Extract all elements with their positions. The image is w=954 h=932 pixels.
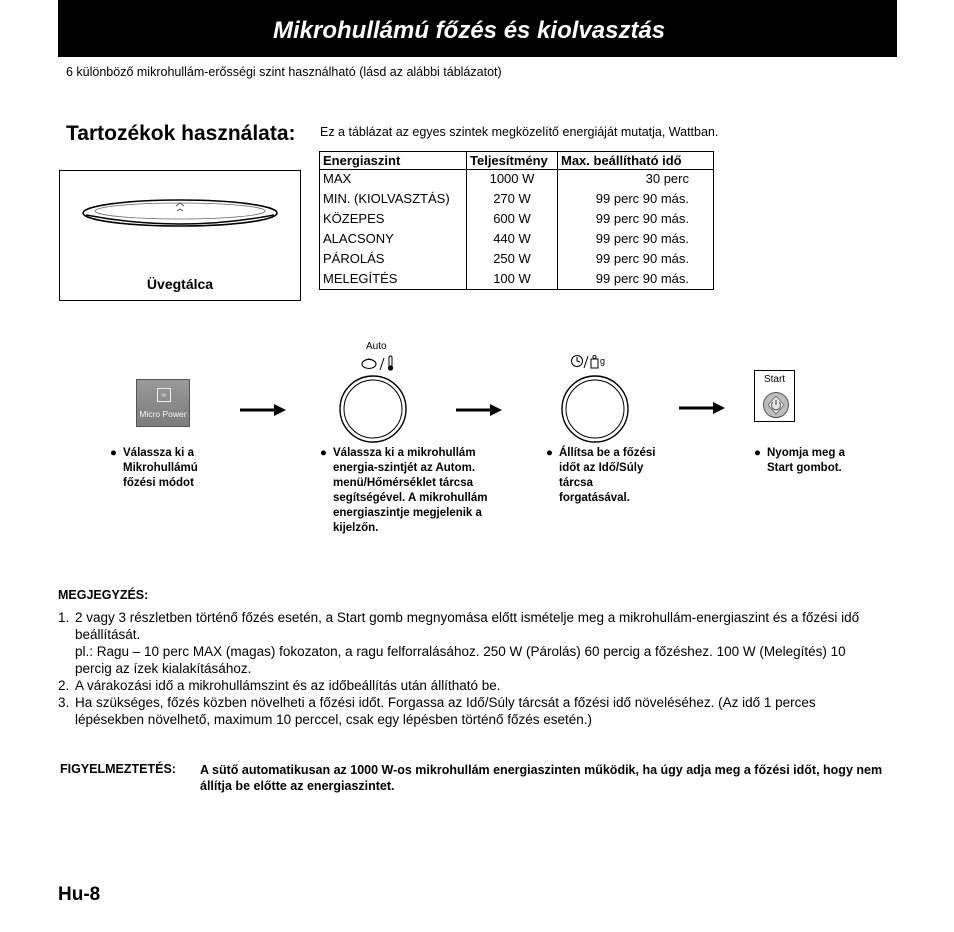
note-text: Ha szükséges, főzés közben növelheti a főzési időt. Forgassa az Idő/Súly tárcsát a főzési idő növeléséhez. (Az idő 1 perces lépésekben növelhető, maximum 10 perccel, csak egy lépésben történő főzés esetén.): [75, 695, 816, 727]
table-header-cell: Teljesítmény: [467, 152, 558, 170]
start-panel: [754, 370, 795, 422]
accessories-heading: Tartozékok használata:: [66, 122, 296, 145]
warning-label: FIGYELMEZTETÉS:: [60, 762, 176, 776]
title-bar: [58, 0, 897, 57]
step-text: Válassza ki a mikrohullám energia-szintjét az Autom. menü/Hőmérséklet tárcsa segítségével. A mikrohullám energiaszintje megjelenik a kijelzőn.: [333, 447, 488, 534]
table-cell: 270 W: [467, 190, 558, 210]
table-cell: MELEGÍTÉS: [320, 270, 467, 290]
table-header-row: [320, 152, 714, 170]
table-cell: 99 perc 90 más.: [558, 230, 714, 250]
step-2: [320, 446, 491, 536]
step-1: [110, 446, 223, 491]
table-cell: ALACSONY: [320, 230, 467, 250]
table-row: [320, 230, 714, 250]
table-cell: 99 perc 90 más.: [558, 190, 714, 210]
micro-power-label: Micro Power: [139, 409, 187, 419]
table-cell: 600 W: [467, 210, 558, 230]
table-row: [320, 170, 714, 190]
note-item: [58, 677, 875, 694]
page-title: Mikrohullámú főzés és kiolvasztás: [273, 17, 666, 44]
step-3: [546, 446, 657, 506]
step-text: Válassza ki a Mikrohullámú főzési módot: [123, 447, 198, 489]
note-item: [75, 643, 875, 677]
intro-text: 6 különböző mikrohullám-erősségi szint használható (lásd az alábbi táblázatot): [66, 65, 502, 79]
table-cell: PÁROLÁS: [320, 250, 467, 270]
start-button[interactable]: [762, 391, 790, 419]
table-cell: 1000 W: [467, 170, 558, 190]
auto-menu-temperature-icon: [360, 353, 402, 373]
warning-text: A sütő automatikusan az 1000 W-os mikrohullám energiaszinten működik, ha úgy adja meg a főzési időt, hogy nem állítja be előtte az energiaszintet.: [200, 763, 883, 793]
bullet: ●: [546, 447, 553, 459]
glass-tray-box: [59, 170, 301, 301]
start-label: Start: [763, 374, 786, 385]
table-cell: MIN. (KIOLVASZTÁS): [320, 190, 467, 210]
step-text: Nyomja meg a Start gombot.: [767, 447, 845, 474]
arrow-right-icon: [240, 403, 286, 417]
table-cell: KÖZEPES: [320, 210, 467, 230]
table-row: [320, 270, 714, 290]
bullet: ●: [320, 447, 327, 459]
table-row: [320, 190, 714, 210]
table-cell: 30 perc: [558, 170, 714, 190]
note-text: pl.: Ragu – 10 perc MAX (magas) fokozaton, a ragu felforralásához. 250 W (Párolás) 60 percig a főzéshez. 100 W (Melegítés) 10 percig az ízek kialakításához.: [75, 644, 846, 676]
weight-unit-label: g: [600, 356, 606, 366]
table-cell: MAX: [320, 170, 467, 190]
table-row: [320, 250, 714, 270]
note-number: 3.: [58, 695, 70, 710]
microwave-wave-icon: ≈: [157, 388, 171, 402]
arrow-right-icon: [679, 401, 725, 415]
arrow-right-icon: [456, 403, 502, 417]
note-number: 1.: [58, 610, 70, 625]
bullet: ●: [754, 447, 761, 459]
glass-tray-icon: [80, 197, 280, 233]
page-number: Hu-8: [58, 884, 101, 905]
glass-tray-label: Üvegtálca: [146, 276, 214, 292]
note-item: [58, 694, 875, 728]
auto-menu-temperature-dial[interactable]: [338, 374, 408, 444]
notes-heading: MEGJEGYZÉS:: [58, 588, 149, 602]
note-text: A várakozási idő a mikrohullámszint és az időbeállítás után állítható be.: [75, 678, 501, 693]
table-cell: 99 perc 90 más.: [558, 250, 714, 270]
step-4: [754, 446, 865, 476]
table-cell: 440 W: [467, 230, 558, 250]
step-text: Állítsa be a főzési időt az Idő/Súly tárcsa forgatásával.: [559, 447, 656, 504]
note-item: [58, 609, 875, 643]
table-cell: 99 perc 90 más.: [558, 210, 714, 230]
table-cell: 99 perc 90 más.: [558, 270, 714, 290]
note-text: 2 vagy 3 részletben történő főzés esetén, a Start gomb megnyomása előtt ismételje meg a mikrohullám-energiaszint és a főzési idő beállítását.: [75, 610, 860, 642]
bullet: ●: [110, 447, 117, 459]
table-caption: Ez a táblázat az egyes szintek megközelítő energiáját mutatja, Wattban.: [320, 125, 719, 139]
auto-label: Auto: [366, 341, 387, 352]
table-cell: 100 W: [467, 270, 558, 290]
micro-power-button[interactable]: [136, 379, 190, 427]
table-cell: 250 W: [467, 250, 558, 270]
note-number: 2.: [58, 678, 70, 693]
table-row: [320, 210, 714, 230]
table-header-cell: Max. beállítható idő: [558, 152, 714, 170]
table-header-cell: Energiaszint: [320, 152, 467, 170]
time-weight-dial[interactable]: [560, 374, 630, 444]
power-level-table: [319, 151, 714, 290]
